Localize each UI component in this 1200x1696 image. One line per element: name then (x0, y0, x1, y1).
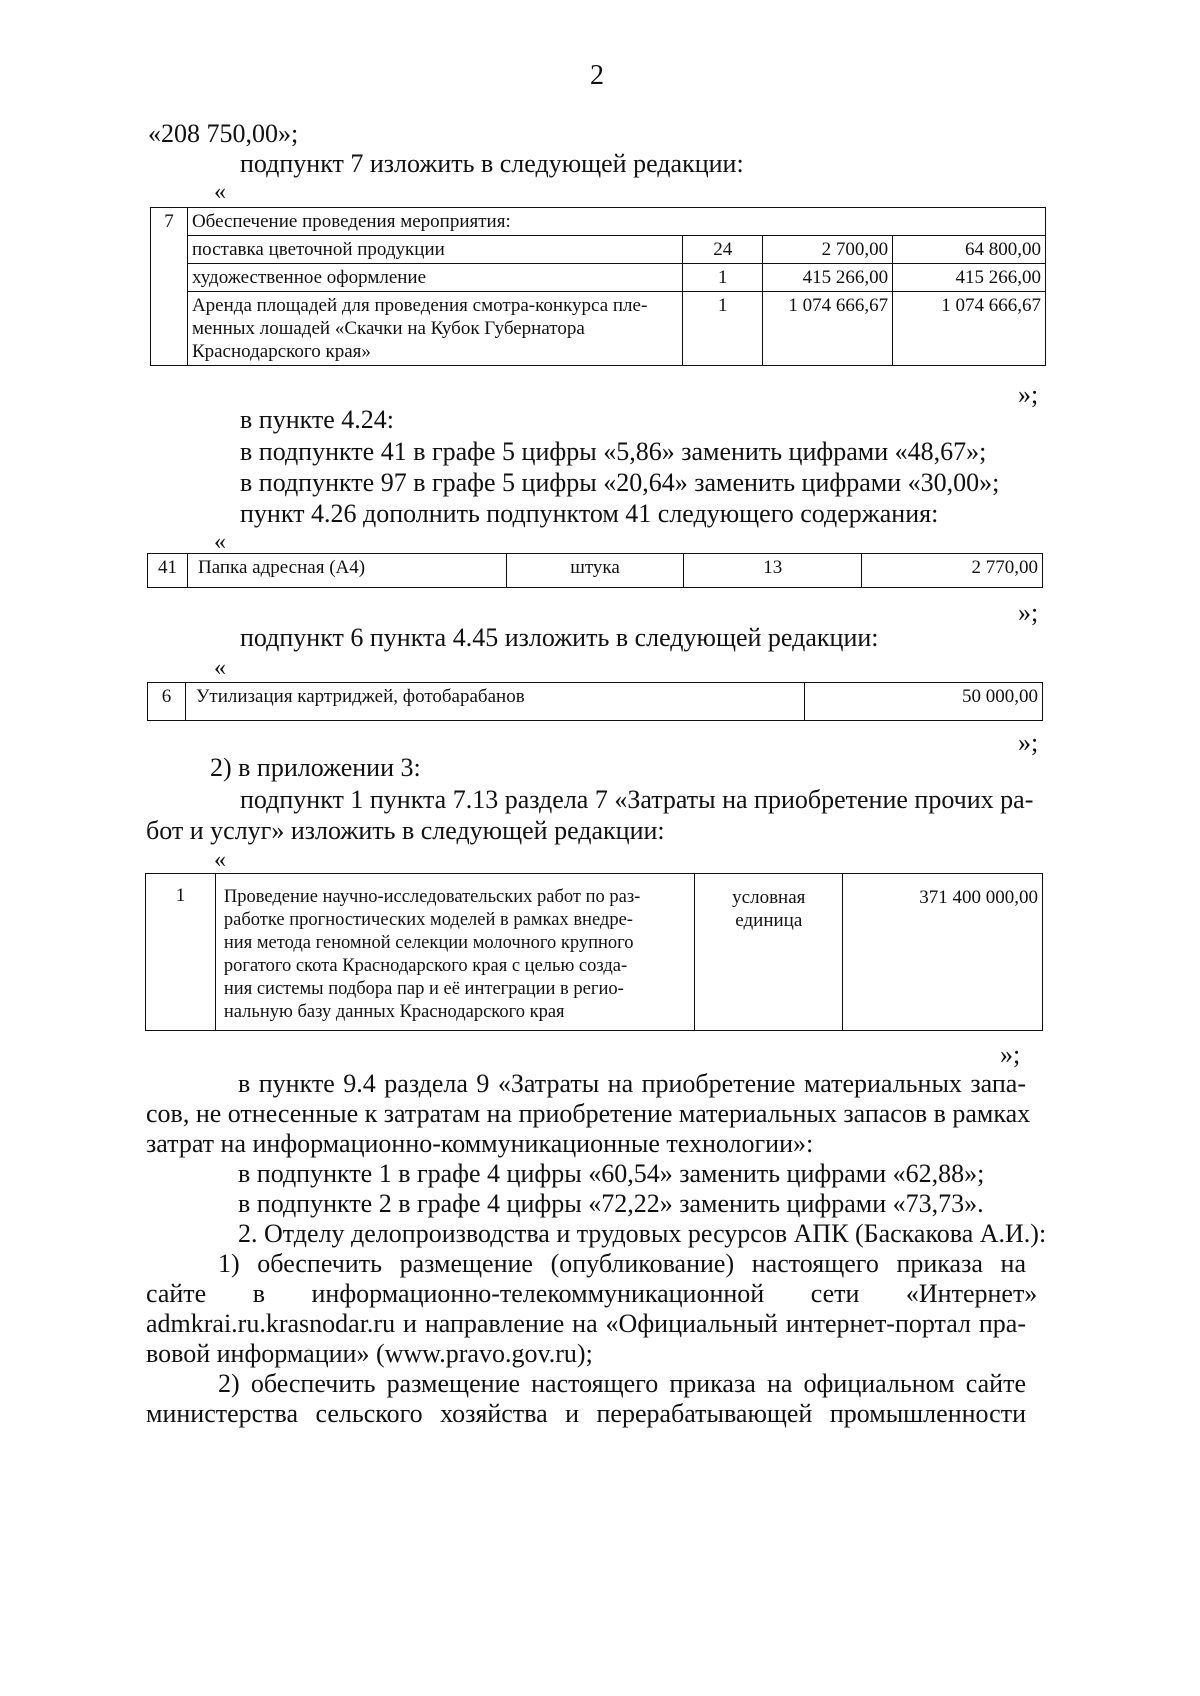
table-cell-num: 41 (148, 554, 188, 588)
text-line: 2) обеспечить размещение настоящего приказа на официальном сайте (218, 1369, 1026, 1398)
table-cell-qty: 1 (683, 292, 763, 366)
table-cell-num: 6 (148, 683, 186, 721)
table-subitem-7 (150, 207, 1046, 366)
open-quote: « (214, 655, 226, 681)
open-quote: « (214, 847, 226, 873)
table-cell-name: художественное оформление (187, 264, 682, 292)
table-cell-total: 64 800,00 (893, 236, 1046, 264)
table-cell-unit: условная единица (695, 874, 843, 1031)
table-cell-name: Утилизация картриджей, фотобарабанов (185, 683, 804, 721)
text-line: в пункте 4.24: (240, 405, 395, 434)
table-subitem-6 (147, 682, 1043, 721)
table-cell-name: поставка цветочной продукции (187, 236, 682, 264)
table-cell-price: 50 000,00 (805, 683, 1043, 721)
table-subitem-1 (145, 873, 1043, 1031)
page-number: 2 (590, 60, 604, 91)
close-quote: »; (1018, 598, 1039, 627)
table-cell-price: 371 400 000,00 (843, 874, 1043, 1031)
table-row (148, 554, 1043, 588)
table-row (151, 264, 1046, 292)
text-line: бот и услуг» изложить в следующей редакции: (146, 816, 665, 845)
table-row (148, 683, 1043, 721)
table-cell-qty: 24 (683, 236, 763, 264)
open-quote: « (214, 529, 226, 555)
text-line: в подпункте 97 в графе 5 цифры «20,64» заменить цифрами «30,00»; (240, 468, 1000, 497)
table-cell-price: 1 074 666,67 (763, 292, 893, 366)
table-cell-num: 7 (151, 208, 188, 366)
text-line: в подпункте 2 в графе 4 цифры «72,22» заменить цифрами «73,73». (238, 1189, 984, 1218)
table-cell-total: 1 074 666,67 (893, 292, 1046, 366)
table-row (151, 292, 1046, 366)
text-line: сайте в информационно-телекоммуникационной сети «Интернет» (146, 1279, 1038, 1308)
close-quote: »; (1000, 1040, 1021, 1069)
text-line: admkrai.ru.krasnodar.ru и направление на «Официальный интернет-портал пра- (146, 1309, 1026, 1338)
table-cell-num: 1 (146, 874, 216, 1031)
text-line: пункт 4.26 дополнить подпунктом 41 следующего содержания: (240, 499, 939, 528)
text-line: подпункт 6 пункта 4.45 изложить в следующей редакции: (240, 623, 879, 652)
text-line: 1) обеспечить размещение (опубликование) настоящего приказа на (218, 1249, 1026, 1278)
table-cell-unit: штука (506, 554, 684, 588)
table-cell-name: Проведение научно-исследовательских работ по раз- работке прогностических моделей в рамках внедре- ния метода геномной селекции молочного крупного рогатого скота Краснодарского края с целью созда- ния системы подбора пар и её интеграции в регио- нальную базу данных Краснодарского края (215, 874, 694, 1031)
close-quote: »; (1018, 728, 1039, 757)
table-cell-price: 415 266,00 (763, 264, 893, 292)
table-cell-header: Обеспечение проведения мероприятия: (187, 208, 1045, 236)
text-line: в подпункте 41 в графе 5 цифры «5,86» заменить цифрами «48,67»; (240, 437, 987, 466)
text-line: 2) в приложении 3: (210, 753, 421, 782)
text-line: вовой информации» (www.pravo.gov.ru); (146, 1339, 593, 1368)
text-line: подпункт 7 изложить в следующей редакции: (240, 149, 744, 178)
table-cell-price: 2 770,00 (862, 554, 1043, 588)
table-cell-total: 415 266,00 (893, 264, 1046, 292)
text-line: в подпункте 1 в графе 4 цифры «60,54» заменить цифрами «62,88»; (238, 1159, 985, 1188)
table-cell-qty: 1 (683, 264, 763, 292)
table-row (151, 236, 1046, 264)
text-line: затрат на информационно-коммуникационные технологии»: (146, 1129, 814, 1158)
table-subitem-41 (147, 553, 1043, 588)
text-line: сов, не отнесенные к затратам на приобретение материальных запасов в рамках (146, 1099, 1031, 1128)
table-row (146, 874, 1043, 1031)
text-line: министерства сельского хозяйства и перерабатывающей промышленности (146, 1399, 1026, 1428)
table-cell-price: 2 700,00 (763, 236, 893, 264)
text-line: в пункте 9.4 раздела 9 «Затраты на приобретение материальных запа- (238, 1069, 1026, 1098)
open-quote: « (214, 179, 226, 205)
table-cell-name: Аренда площадей для проведения смотра-конкурса пле- менных лошадей «Скачки на Кубок Губернатора Краснодарского края» (187, 292, 682, 366)
text-line: подпункт 1 пункта 7.13 раздела 7 «Затраты на приобретение прочих ра- (240, 785, 1034, 814)
table-cell-qty: 13 (684, 554, 862, 588)
close-quote: »; (1018, 380, 1039, 409)
text-line: «208 750,00»; (148, 119, 299, 148)
table-cell-name: Папка адресная (А4) (187, 554, 506, 588)
text-line: 2. Отделу делопроизводства и трудовых ресурсов АПК (Баскакова А.И.): (238, 1219, 1047, 1248)
